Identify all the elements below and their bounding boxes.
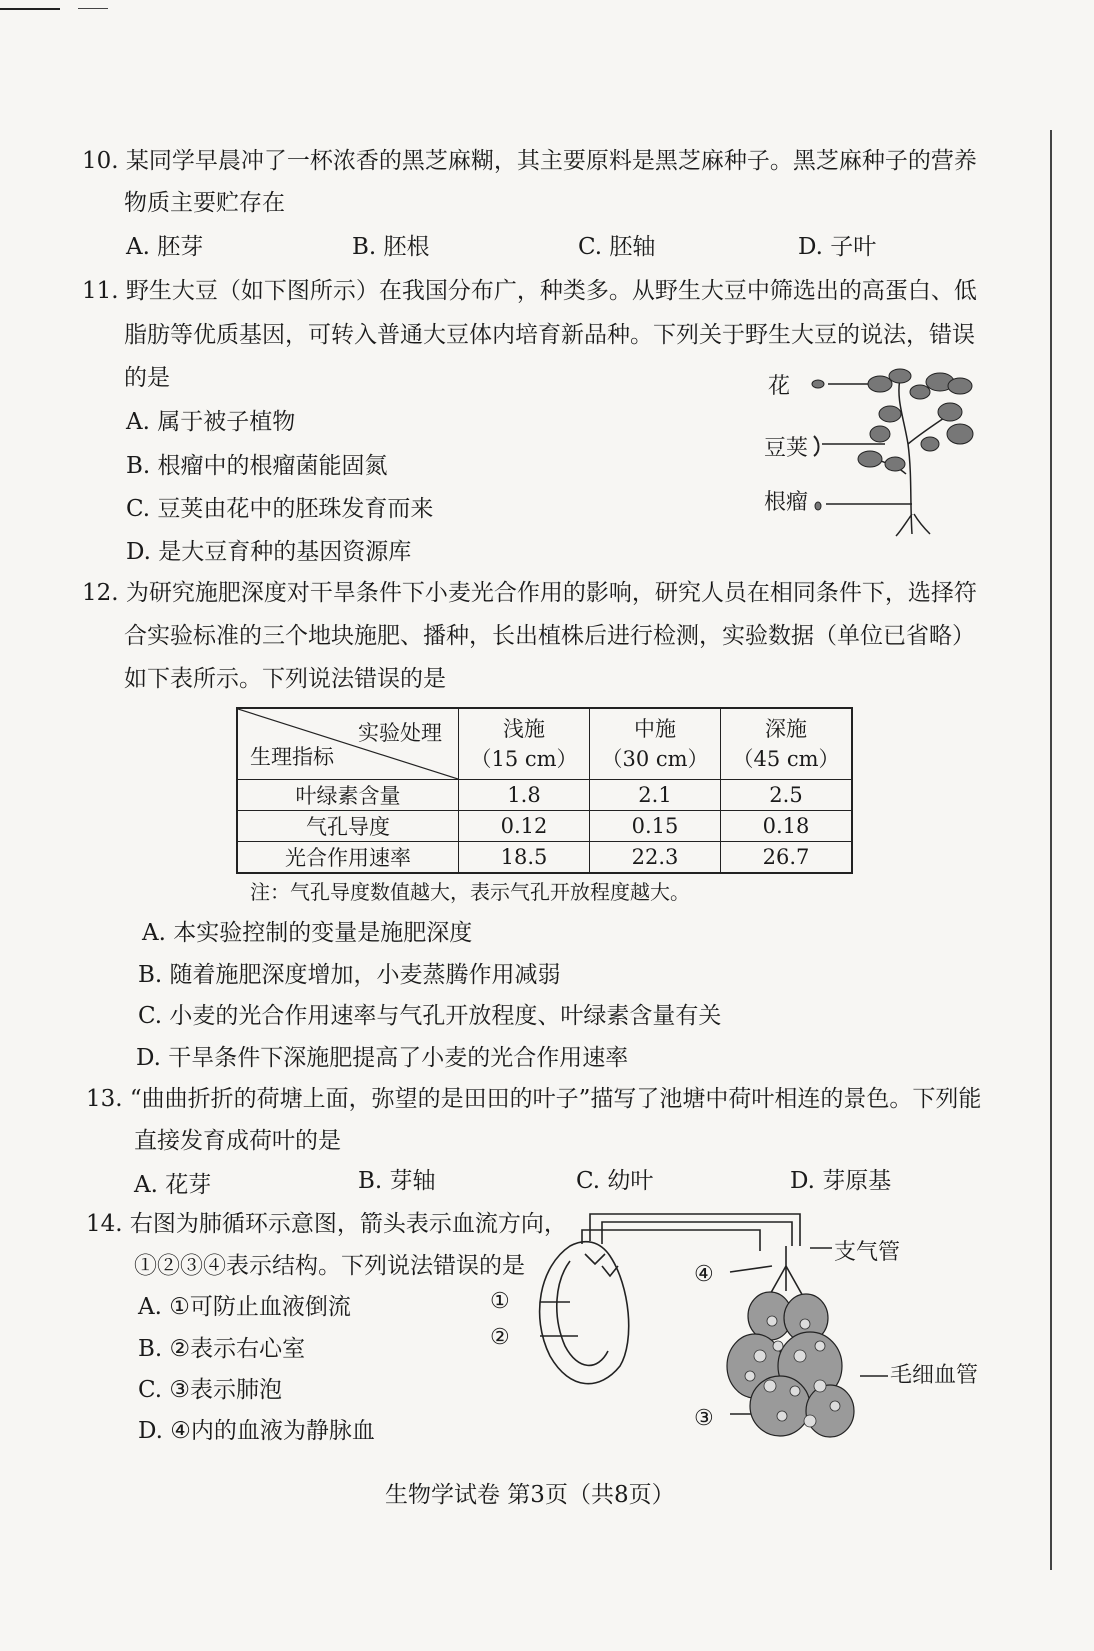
row-label: 叶绿素含量 — [237, 780, 459, 811]
soybean-plant-figure — [800, 364, 980, 539]
question-12-line-3: 如下表所示。下列说法错误的是 — [124, 666, 446, 692]
question-13-line-2: 直接发育成荷叶的是 — [134, 1128, 341, 1154]
row-label: 气孔导度 — [237, 811, 459, 842]
table-corner-cell — [237, 708, 459, 780]
top-rule — [0, 8, 60, 10]
option-b: B. 随着施肥深度增加，小麦蒸腾作用减弱 — [138, 962, 561, 988]
column-name: 中施 — [634, 717, 676, 741]
question-11-line-1 — [82, 276, 977, 306]
option-c: C. ③表示肺泡 — [138, 1377, 283, 1403]
table-cell: 1.8 — [459, 780, 590, 811]
question-14-line-1 — [86, 1209, 567, 1239]
column-depth: （45 cm） — [732, 747, 840, 771]
table-note: 注：气孔导度数值越大，表示气孔开放程度越大。 — [250, 880, 690, 904]
corner-top-label: 实验处理 — [358, 721, 442, 745]
figure-label-pod: 豆荚 — [764, 436, 809, 461]
question-number: 10. — [82, 148, 119, 174]
option-a: A. 属于被子植物 — [126, 409, 296, 435]
top-rule-short — [78, 8, 108, 9]
column-name: 浅施 — [503, 717, 545, 741]
question-text: 野生大豆（如下图所示）在我国分布广，种类多。从野生大豆中筛选出的高蛋白、低 — [125, 278, 977, 304]
option-a: A. 胚芽 — [126, 234, 204, 260]
figure-label-capillary: 毛细血管 — [890, 1363, 979, 1388]
figure-label-bronchus: 支气管 — [834, 1240, 901, 1265]
option-d: D. 芽原基 — [790, 1168, 892, 1194]
experiment-table — [236, 707, 853, 874]
option-a: A. 本实验控制的变量是施肥深度 — [142, 920, 473, 946]
table-cell: 26.7 — [721, 842, 853, 874]
question-number: 12. — [82, 580, 119, 606]
question-number: 11. — [82, 278, 119, 304]
table-cell: 2.5 — [721, 780, 853, 811]
option-b: B. ②表示右心室 — [138, 1336, 306, 1362]
row-label: 光合作用速率 — [237, 842, 459, 874]
option-d: D. 是大豆育种的基因资源库 — [126, 539, 412, 565]
option-a: A. ①可防止血液倒流 — [138, 1294, 351, 1320]
figure-label-1: ① — [490, 1289, 510, 1314]
option-d: D. 干旱条件下深施肥提高了小麦的光合作用速率 — [136, 1045, 629, 1071]
question-13-line-1 — [86, 1084, 981, 1114]
figure-label-3: ③ — [694, 1406, 714, 1431]
figure-label-4: ④ — [694, 1262, 714, 1287]
option-d: D. ④内的血液为静脉血 — [138, 1418, 375, 1444]
question-11-line-2: 脂肪等优质基因，可转入普通大豆体内培育新品种。下列关于野生大豆的说法，错误 — [124, 322, 975, 348]
option-c: C. 幼叶 — [576, 1168, 654, 1194]
table-row — [237, 780, 852, 811]
column-header-shallow — [459, 708, 590, 780]
table-row — [237, 842, 852, 874]
option-b: B. 根瘤中的根瘤菌能固氮 — [126, 453, 388, 479]
figure-label-nodule: 根瘤 — [764, 490, 809, 515]
table-cell: 0.12 — [459, 811, 590, 842]
column-depth: （15 cm） — [470, 747, 578, 771]
table-cell: 2.1 — [590, 780, 721, 811]
right-margin-rule — [1050, 130, 1052, 1570]
question-text: “曲曲折折的荷塘上面，弥望的是田田的叶子”描写了池塘中荷叶相连的景色。下列能 — [129, 1086, 982, 1112]
question-11-line-3: 的是 — [124, 365, 170, 391]
table-cell: 0.18 — [721, 811, 853, 842]
question-12-line-1 — [82, 578, 977, 608]
question-14-line-2: ①②③④表示结构。下列说法错误的是 — [134, 1253, 525, 1279]
option-b: B. 胚根 — [352, 234, 430, 260]
column-depth: （30 cm） — [601, 747, 709, 771]
column-header-deep — [721, 708, 853, 780]
question-10-line-1 — [82, 146, 977, 176]
column-name: 深施 — [765, 717, 807, 741]
question-text: 为研究施肥深度对干旱条件下小麦光合作用的影响，研究人员在相同条件下，选择符 — [125, 580, 977, 606]
option-d: D. 子叶 — [798, 234, 877, 260]
table-row — [237, 811, 852, 842]
question-number: 14. — [86, 1211, 123, 1237]
figure-label-2: ② — [490, 1325, 510, 1350]
question-12-line-2: 合实验标准的三个地块施肥、播种，长出植株后进行检测，实验数据（单位已省略） — [124, 623, 975, 649]
option-c: C. 小麦的光合作用速率与气孔开放程度、叶绿素含量有关 — [138, 1003, 722, 1029]
figure-label-flower: 花 — [768, 374, 791, 399]
option-a: A. 花芽 — [134, 1172, 212, 1198]
table-cell: 22.3 — [590, 842, 721, 874]
corner-bottom-label: 生理指标 — [250, 745, 334, 769]
question-number: 13. — [86, 1086, 123, 1112]
option-c: C. 胚轴 — [578, 234, 656, 260]
option-b: B. 芽轴 — [358, 1168, 436, 1194]
question-text: 某同学早晨冲了一杯浓香的黑芝麻糊，其主要原料是黑芝麻种子。黑芝麻种子的营养 — [125, 148, 977, 174]
table-cell: 18.5 — [459, 842, 590, 874]
column-header-medium — [590, 708, 721, 780]
question-text: 右图为肺循环示意图，箭头表示血流方向， — [129, 1211, 567, 1237]
table-cell: 0.15 — [590, 811, 721, 842]
page-footer: 生物学试卷 第3页（共8页） — [385, 1482, 675, 1508]
question-10-line-2: 物质主要贮存在 — [124, 190, 285, 216]
pulmonary-circulation-figure — [510, 1206, 900, 1456]
option-c: C. 豆荚由花中的胚珠发育而来 — [126, 496, 434, 522]
